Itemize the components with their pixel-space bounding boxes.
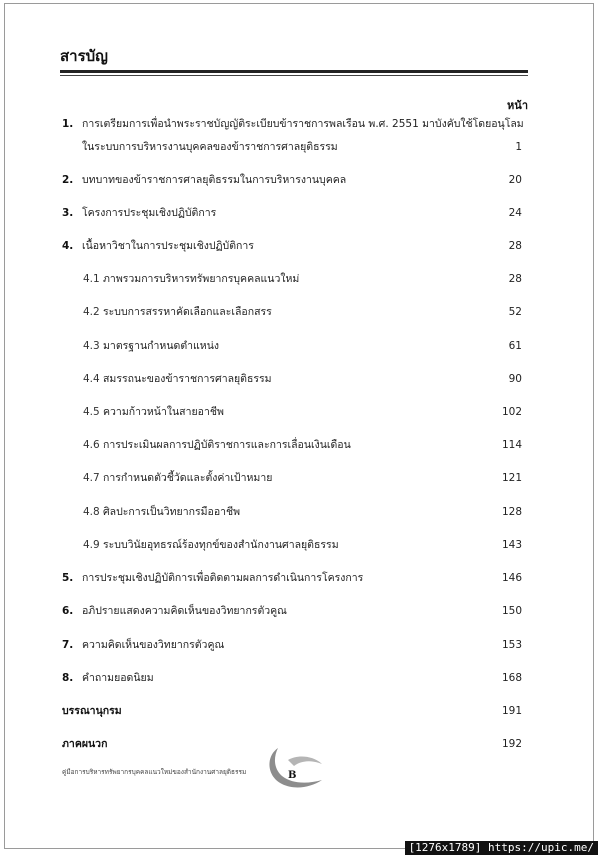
entry-title: เนื้อหาวิชาในการประชุมเชิงปฏิบัติการ: [82, 240, 254, 252]
entry-number: 4.4: [83, 373, 100, 385]
entry-number: 4.7: [83, 472, 100, 484]
entry-page: 153: [501, 639, 522, 651]
entry-page: 1: [515, 141, 522, 153]
entry-number: 4.: [62, 240, 74, 252]
entry-number: 4.8: [83, 506, 100, 518]
page-column-header: หน้า: [507, 99, 528, 112]
entry-page: 90: [508, 373, 522, 385]
entry-title-line-2: ในระบบการบริหารงานบุคคลของข้าราชการศาลยุติธรรม: [82, 141, 338, 153]
title-rule-thin: [60, 75, 528, 76]
entry-number: 2.: [62, 174, 74, 186]
entry-title: สมรรถนะของข้าราชการศาลยุติธรรม: [103, 373, 272, 385]
entry-page: 168: [501, 672, 522, 684]
entry-page: 128: [501, 506, 522, 518]
logo-letter: B: [288, 770, 297, 781]
entry-title: บทบาทของข้าราชการศาลยุติธรรมในการบริหารงานบุคคล: [82, 174, 347, 186]
entry-page: 20: [508, 174, 522, 186]
entry-number: 3.: [62, 207, 74, 219]
entry-number: 1.: [62, 118, 74, 130]
entry-title: ภาพรวมการบริหารทรัพยากรบุคคลแนวใหม่: [103, 273, 300, 285]
entry-number: 4.5: [83, 406, 100, 418]
entry-title: การประชุมเชิงปฏิบัติการเพื่อติดตามผลการดำเนินการโครงการ: [82, 572, 364, 584]
entry-title: ระบบวินัยอุทธรณ์ร้องทุกข์ของสำนักงานศาลยุติธรรม: [103, 539, 339, 551]
entry-page: 61: [508, 340, 522, 352]
entry-page: 52: [508, 306, 522, 318]
entry-title: การประเมินผลการปฏิบัติราชการและการเลื่อนเงินเดือน: [103, 439, 351, 451]
entry-number: 4.3: [83, 340, 100, 352]
entry-title: ภาคผนวก: [62, 738, 108, 750]
entry-title: ศิลปะการเป็นวิทยากรมืออาชีพ: [103, 506, 241, 518]
entry-number: 8.: [62, 672, 74, 684]
entry-title: โครงการประชุมเชิงปฏิบัติการ: [82, 207, 217, 219]
entry-title: มาตรฐานกำหนดตำแหน่ง: [103, 340, 220, 352]
entry-title: การกำหนดตัวชี้วัดและตั้งค่าเป้าหมาย: [103, 472, 273, 484]
entry-number: 4.6: [83, 439, 100, 451]
entry-page: 24: [508, 207, 522, 219]
entry-title: บรรณานุกรม: [62, 705, 122, 717]
entry-number: 7.: [62, 639, 74, 651]
entry-page: 102: [501, 406, 522, 418]
entry-page: 191: [501, 705, 522, 717]
title-rule-thick: [60, 70, 528, 73]
entry-title-line-1: การเตรียมการเพื่อนำพระราชบัญญัติระเบียบข้าราชการพลเรือน พ.ศ. 2551 มาบังคับใช้โดยอนุโลม: [82, 118, 524, 130]
entry-page: 121: [501, 472, 522, 484]
entry-title: อภิปรายแสดงความคิดเห็นของวิทยากรตัวคูณ: [82, 605, 287, 617]
entry-title: ความก้าวหน้าในสายอาชีพ: [103, 406, 224, 418]
entry-page: 143: [501, 539, 522, 551]
page-title: สารบัญ: [60, 47, 108, 65]
entry-number: 4.2: [83, 306, 100, 318]
entry-page: 114: [501, 439, 522, 451]
footer-caption: คู่มือการบริหารทรัพยากรบุคคลแนวใหม่ของสำนักงานศาลยุติธรรม: [62, 768, 247, 776]
entry-page: 150: [501, 605, 522, 617]
watermark-label: [1276x1789] https://upic.me/: [405, 841, 598, 855]
entry-number: 6.: [62, 605, 74, 617]
swirl-logo-icon: [258, 742, 328, 792]
entry-title: คำถามยอดนิยม: [82, 672, 154, 684]
entry-title: ระบบการสรรหาคัดเลือกและเลือกสรร: [103, 306, 272, 318]
entry-number: 5.: [62, 572, 74, 584]
entry-page: 146: [501, 572, 522, 584]
entry-number: 4.1: [83, 273, 100, 285]
entry-title: ความคิดเห็นของวิทยากรตัวคูณ: [82, 639, 225, 651]
entry-page: 28: [508, 240, 522, 252]
entry-page: 192: [501, 738, 522, 750]
entry-number: 4.9: [83, 539, 100, 551]
entry-page: 28: [508, 273, 522, 285]
